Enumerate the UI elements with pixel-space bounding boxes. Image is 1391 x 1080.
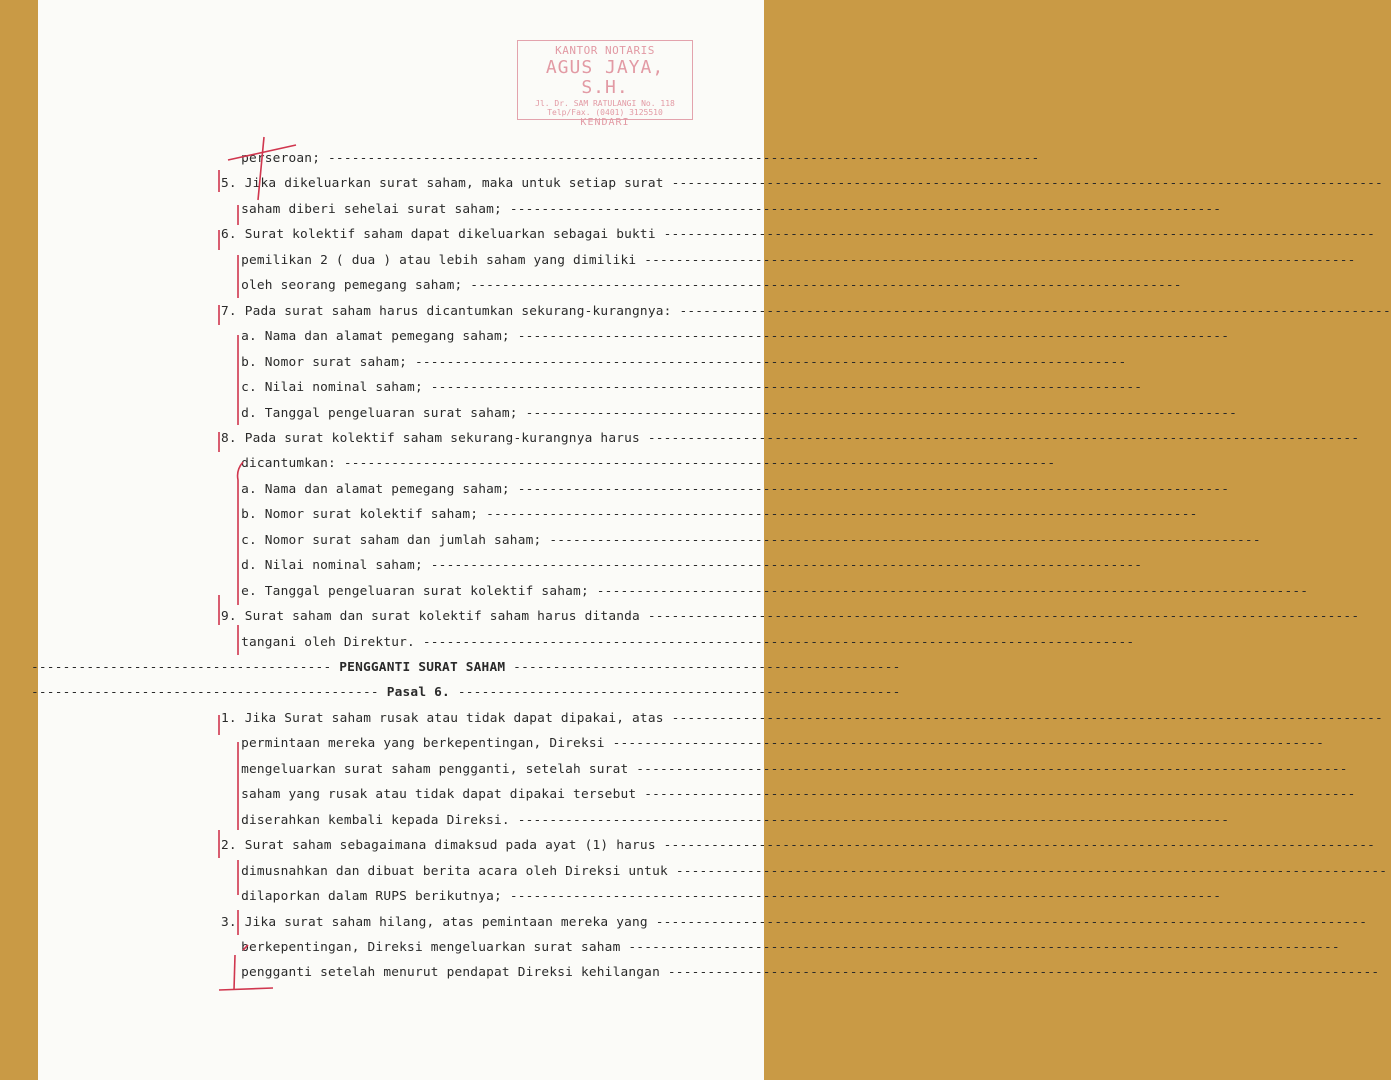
stamp-line-3: Jl. Dr. SAM RATULANGI No. 118 [535, 99, 675, 109]
filler-dashes: ------------------------------------------------------------------------------------------ [628, 939, 1340, 955]
line-text: 3. Jika surat saham hilang, atas pemintaan mereka yang [221, 914, 656, 930]
filler-dashes: ------------------------------------------------------------------------------------------ [667, 965, 1380, 981]
filler-dashes: ------------------------------------------------------------------------------------------ [430, 380, 1143, 396]
filler-dashes: ------------------------------------------------------------------------------------------ [422, 634, 1135, 650]
line-text: 8. Pada surat kolektif saham sekurang-kurangnya harus [221, 430, 648, 446]
filler-dashes: ------------------------------------------------------------------------------------------ [679, 303, 1391, 319]
filler-dashes: ------------------------------------------------------------------------------------------ [671, 710, 1383, 726]
filler-dashes: ------------------------------------------------------------------------------------------ [414, 354, 1127, 370]
filler-dashes: ------------------------------------------------------------------------------------------ [612, 736, 1324, 752]
filler-dashes: ------------------------------------------------------------------------------------------ [675, 863, 1388, 879]
stamp-line-2: AGUS JAYA, S.H. [545, 56, 665, 99]
line-text: b. Nomor surat saham; [241, 354, 415, 370]
filler-dashes: ------------------------------------------------------------------------------------------ [655, 914, 1368, 930]
line-text: mengeluarkan surat saham pengganti, setelah surat [241, 761, 637, 777]
document-page [31, 0, 1391, 1080]
filler-dashes: ------------------------------------------------------------------------------------------ [517, 481, 1230, 497]
filler-dashes: ------------------------------------------------------------------------------------------ [509, 201, 1222, 217]
stamp-line-1: KANTOR NOTARIS [555, 44, 655, 57]
filler-dashes: ------------------------------------------------------------------------------------------ [486, 507, 1198, 523]
line-text: e. Tanggal pengeluaran surat kolektif saham; [241, 583, 597, 599]
filler-dashes: ------------------------------------------------------------------------------------------ [663, 227, 1376, 243]
filler-dashes: ------------------------------------------------- [505, 660, 901, 675]
filler-dashes: ------------------------------------------------------------------------------------------ [671, 176, 1383, 192]
line-text: oleh seorang pemegang saham; [241, 278, 471, 294]
filler-dashes: -------------------------------------------------------- [449, 685, 901, 701]
filler-dashes: ------------------------------------------------------------------------------------------ [525, 405, 1238, 421]
line-text: a. Nama dan alamat pemegang saham; [241, 481, 518, 497]
line-text: a. Nama dan alamat pemegang saham; [241, 329, 518, 345]
filler-dashes: ------------------------------------------------------------------------------------------ [517, 329, 1230, 345]
line-text: saham yang rusak atau tidak dapat dipakai tersebut [241, 787, 645, 803]
line-text: pengganti setelah menurut pendapat Direksi kehilangan [241, 965, 668, 981]
filler-dashes: -------------------------------------------- [31, 685, 387, 701]
red-margin-marks [38, 0, 764, 1080]
line-text: berkepentingan, Direksi mengeluarkan surat saham [241, 939, 629, 955]
line-text: 6. Surat kolektif saham dapat dikeluarkan sebagai bukti [221, 227, 664, 243]
filler-dashes: ------------------------------------------------------------------------------------------ [509, 889, 1222, 905]
line-text: tangani oleh Direktur. [241, 634, 423, 650]
line-text: 5. Jika dikeluarkan surat saham, maka untuk setiap surat [221, 176, 672, 192]
filler-dashes: ------------------------------------------------------------------------------------------ [647, 430, 1360, 446]
filler-dashes: ------------------------------------------------------------------------------------------ [644, 787, 1356, 803]
filler-dashes: ------------------------------------------------------------------------------------------ [663, 838, 1376, 854]
line-text: dicantumkan: [241, 456, 344, 472]
filler-dashes: ------------------------------------------------------------------------------------------ [328, 151, 1040, 166]
stamp-line-5: KENDARI [580, 117, 630, 129]
line-text: permintaan mereka yang berkepentingan, Direksi [241, 736, 613, 752]
line-text: dimusnahkan dan dibuat berita acara oleh Direksi untuk [241, 863, 676, 879]
line-text: c. Nilai nominal saham; [241, 380, 431, 396]
filler-dashes: ------------------------------------------------------------------------------------------ [596, 583, 1309, 599]
line-text: perseroan; [241, 151, 329, 166]
line-text: b. Nomor surat kolektif saham; [241, 507, 487, 523]
line-text: 9. Surat saham dan surat kolektif saham harus ditanda [221, 609, 648, 625]
line-text: PENGGANTI SURAT SAHAM [339, 660, 506, 675]
line-text: saham diberi sehelai surat saham; [241, 201, 510, 217]
line-text: dilaporkan dalam RUPS berikutnya; [241, 889, 510, 905]
filler-dashes: ------------------------------------------------------------------------------------------ [430, 558, 1143, 574]
line-text: d. Nilai nominal saham; [241, 558, 431, 574]
stamp-line-4: Telp/Fax. (0401) 3125510 [547, 108, 663, 118]
line-text: 1. Jika Surat saham rusak atau tidak dapat dipakai, atas [221, 710, 672, 726]
line-text: 7. Pada surat saham harus dicantumkan sekurang-kurangnya: [221, 303, 680, 319]
filler-dashes: ------------------------------------------------------------------------------------------ [644, 252, 1356, 268]
line-text: 2. Surat saham sebagaimana dimaksud pada ayat (1) harus [221, 838, 664, 854]
filler-dashes: ------------------------------------------------------------------------------------------ [517, 812, 1230, 828]
line-text: pemilikan 2 ( dua ) atau lebih saham yang dimiliki [241, 252, 645, 268]
filler-dashes: ------------------------------------------------------------------------------------------ [343, 456, 1056, 472]
line-text: Pasal 6. [386, 685, 450, 701]
filler-dashes: ------------------------------------------------------------------------------------------ [470, 278, 1182, 294]
line-text: d. Tanggal pengeluaran surat saham; [241, 405, 526, 421]
line-text: diserahkan kembali kepada Direksi. [241, 812, 518, 828]
filler-dashes: ------------------------------------------------------------------------------------------ [549, 532, 1261, 548]
filler-dashes: ------------------------------------------------------------------------------------------ [647, 609, 1360, 625]
line-text: c. Nomor surat saham dan jumlah saham; [241, 532, 550, 548]
filler-dashes: ------------------------------------------------------------------------------------------ [636, 761, 1348, 777]
filler-dashes: -------------------------------------- [31, 660, 340, 675]
